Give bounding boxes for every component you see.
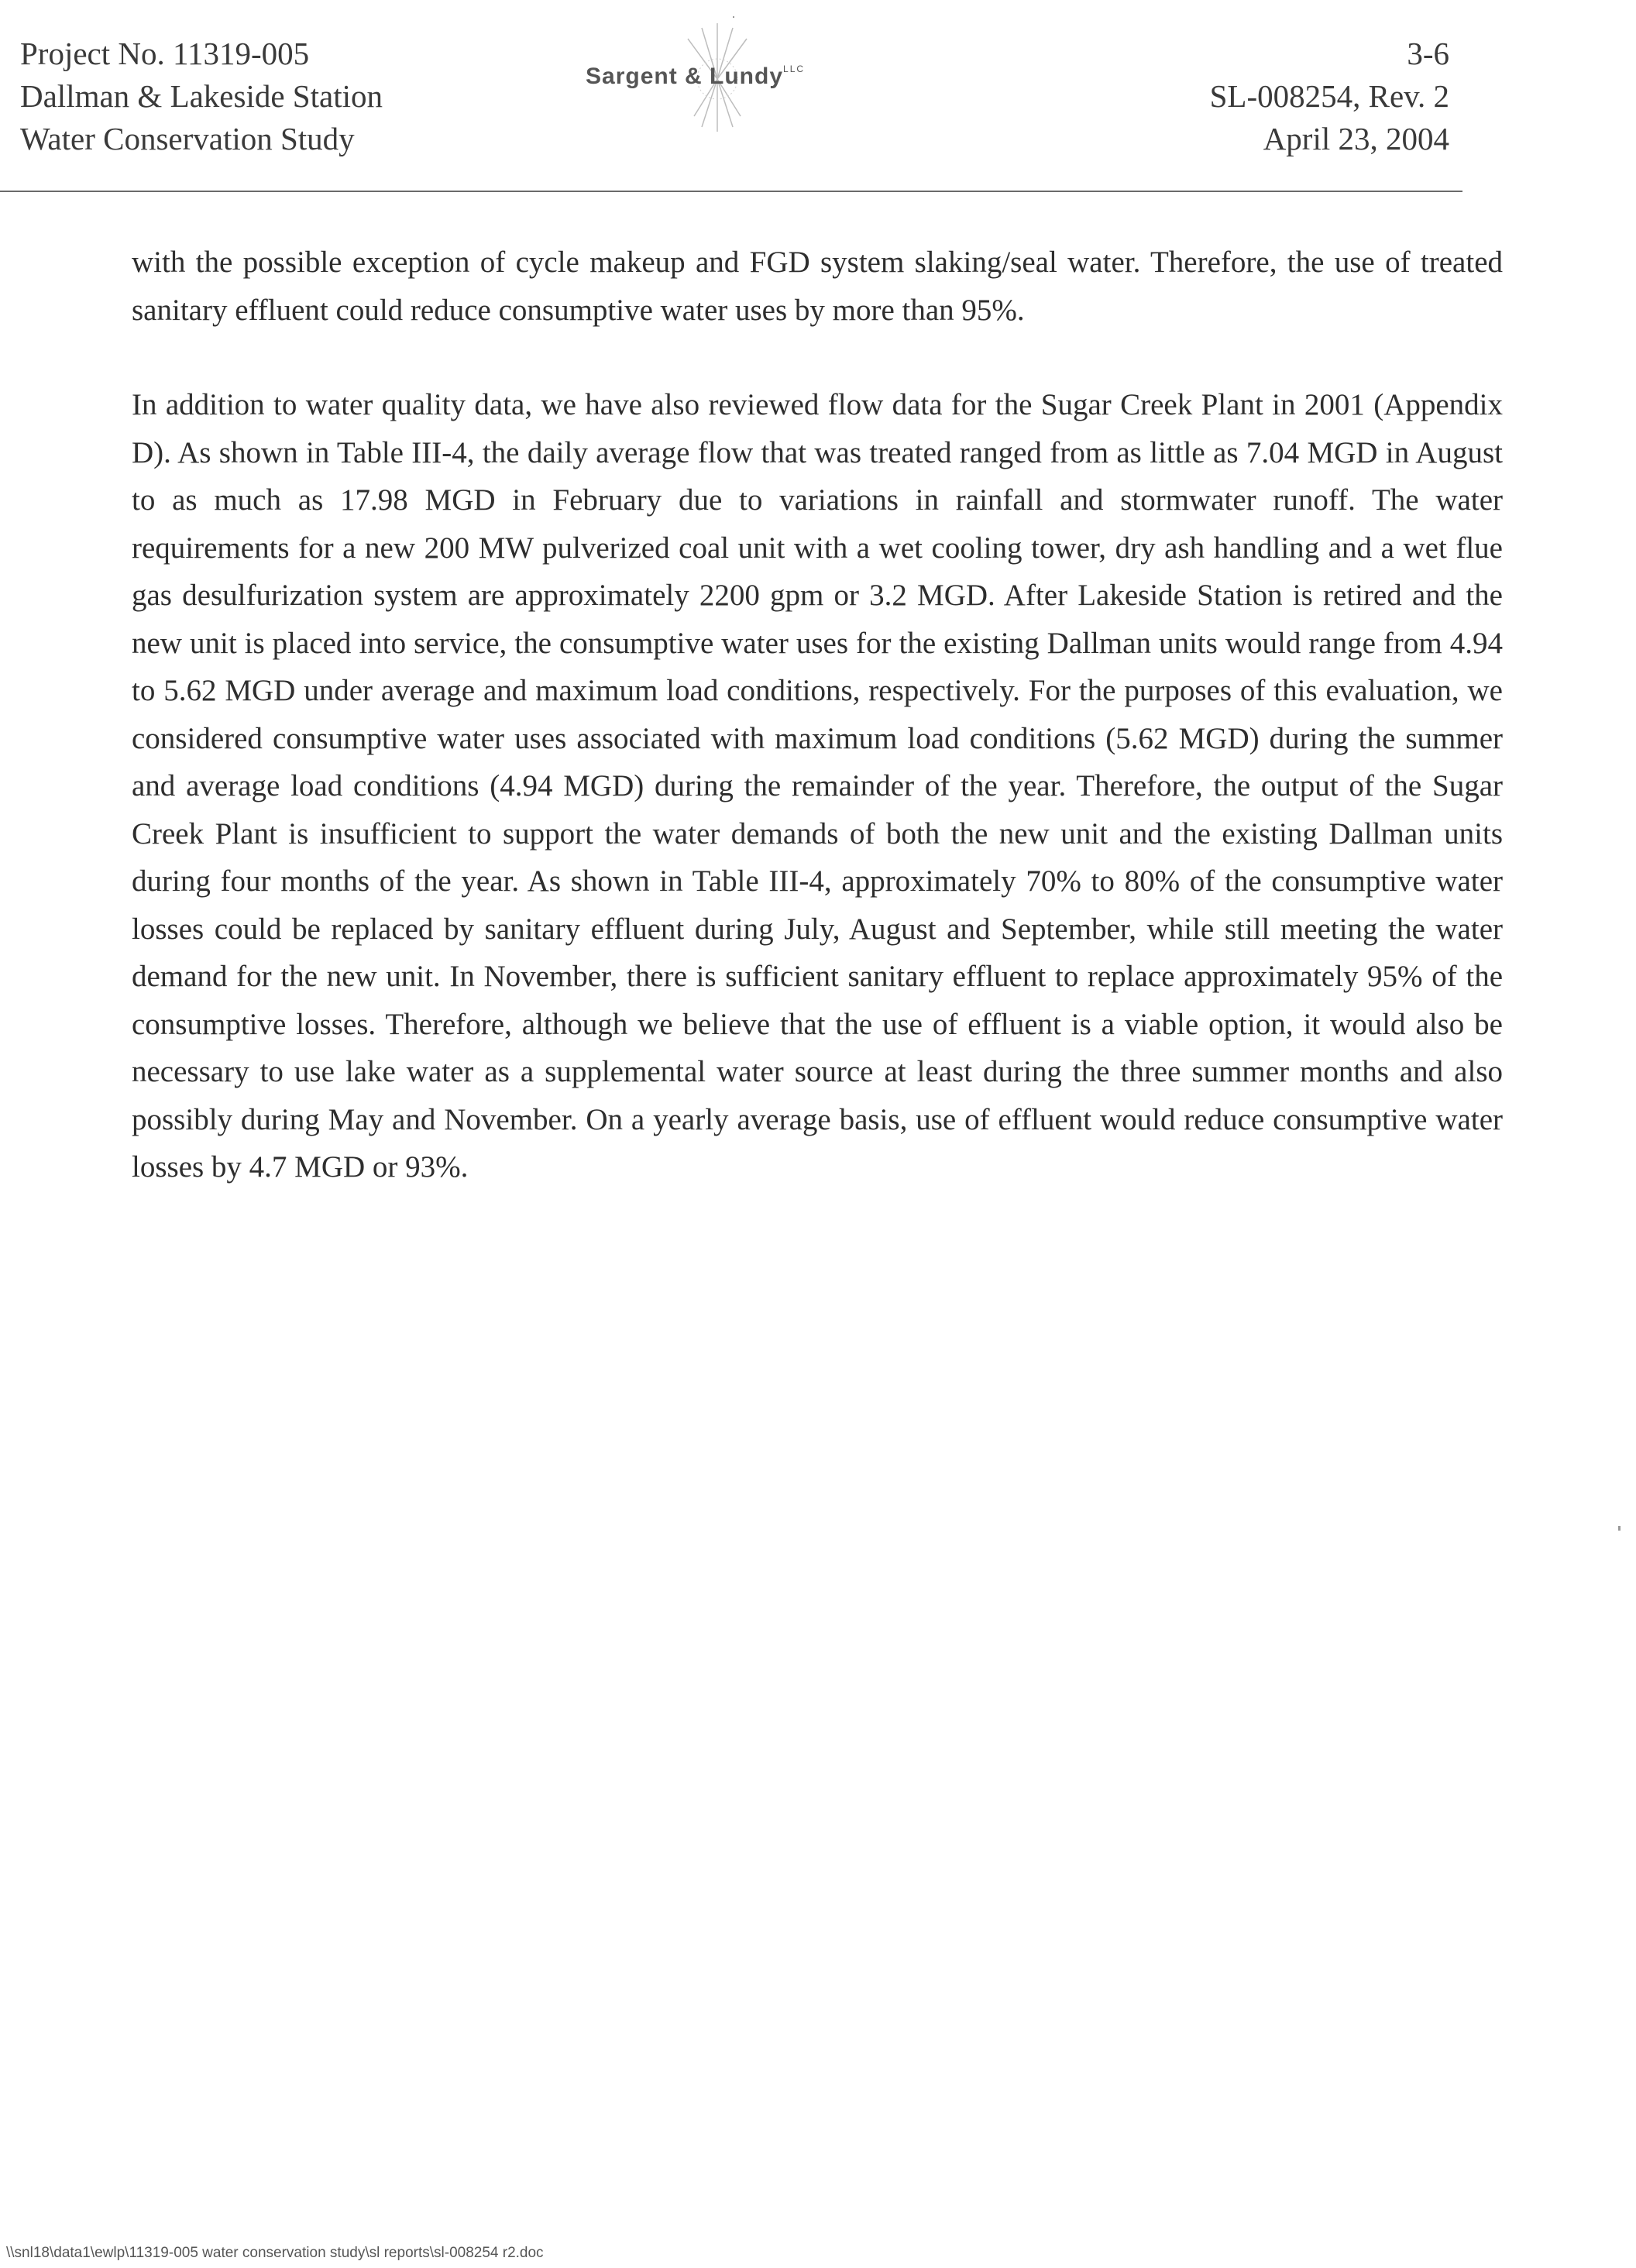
- company-logo: [586, 15, 895, 132]
- footer-file-path: \\snl18\data1\ewlp\11319-005 water conservation study\sl reports\sl-008254 r2.doc: [6, 2245, 544, 2261]
- scan-speck: [1618, 1526, 1621, 1531]
- page-number: 3-6: [1407, 36, 1449, 71]
- body-content: [132, 239, 1503, 1191]
- document-date: April 23, 2004: [1263, 121, 1449, 156]
- document-number: SL-008254, Rev. 2: [1209, 78, 1449, 114]
- header-divider: [0, 191, 1462, 192]
- project-number: Project No. 11319-005: [20, 36, 310, 71]
- logo-name: Sargent & Lundy: [586, 64, 784, 89]
- body-paragraph-2: In addition to water quality data, we have also reviewed flow data for the Sugar Creek Plant in 2001 (Appendix D). As shown in Table III-4, the daily average flow that was treated ranged from as little as 7.04 MGD in August to as much as 17.98 MGD in February due to variations in rainfall and stormwater runoff. The water requirements for a new 200 MW pulverized coal unit with a wet cooling tower, dry ash handling and a wet flue gas desulfurization system are approximately 2200 gpm or 3.2 MGD. After Lakeside Station is retired and the new unit is placed into service, the consumptive water uses for the existing Dallman units would range from 4.94 to 5.62 MGD under average and maximum load conditions, respectively. For the purposes of this evaluation, we considered consumptive water uses associated with maximum load conditions (5.62 MGD) during the summer and average load conditions (4.94 MGD) during the remainder of the year. Therefore, the output of the Sugar Creek Plant is insufficient to support the water demands of both the new unit and the existing Dallman units during four months of the year. As shown in Table III-4, approximately 70% to 80% of the consumptive water losses could be replaced by sanitary effluent during July, August and September, while still meeting the water demand for the new unit. In November, there is sufficient sanitary effluent to replace approximately 95% of the consumptive losses. Therefore, although we believe that the use of effluent is a viable option, it would also be necessary to use lake water as a supplemental water source at least during the three summer months and also possibly during May and November. On a yearly average basis, use of effluent would reduce consumptive water losses by 4.7 MGD or 93%.: [132, 388, 1503, 1184]
- header-project-info: [20, 33, 383, 160]
- logo-wordmark: [586, 64, 805, 90]
- project-station: Dallman & Lakeside Station: [20, 78, 383, 114]
- logo-suffix: LLC: [783, 64, 806, 74]
- project-study: Water Conservation Study: [20, 121, 355, 156]
- header-document-info: [1210, 33, 1449, 160]
- body-paragraph-1: with the possible exception of cycle makeup and FGD system slaking/seal water. Therefore, the use of treated sanitary effluent could reduce consumptive water uses by more than 95%.: [132, 246, 1503, 327]
